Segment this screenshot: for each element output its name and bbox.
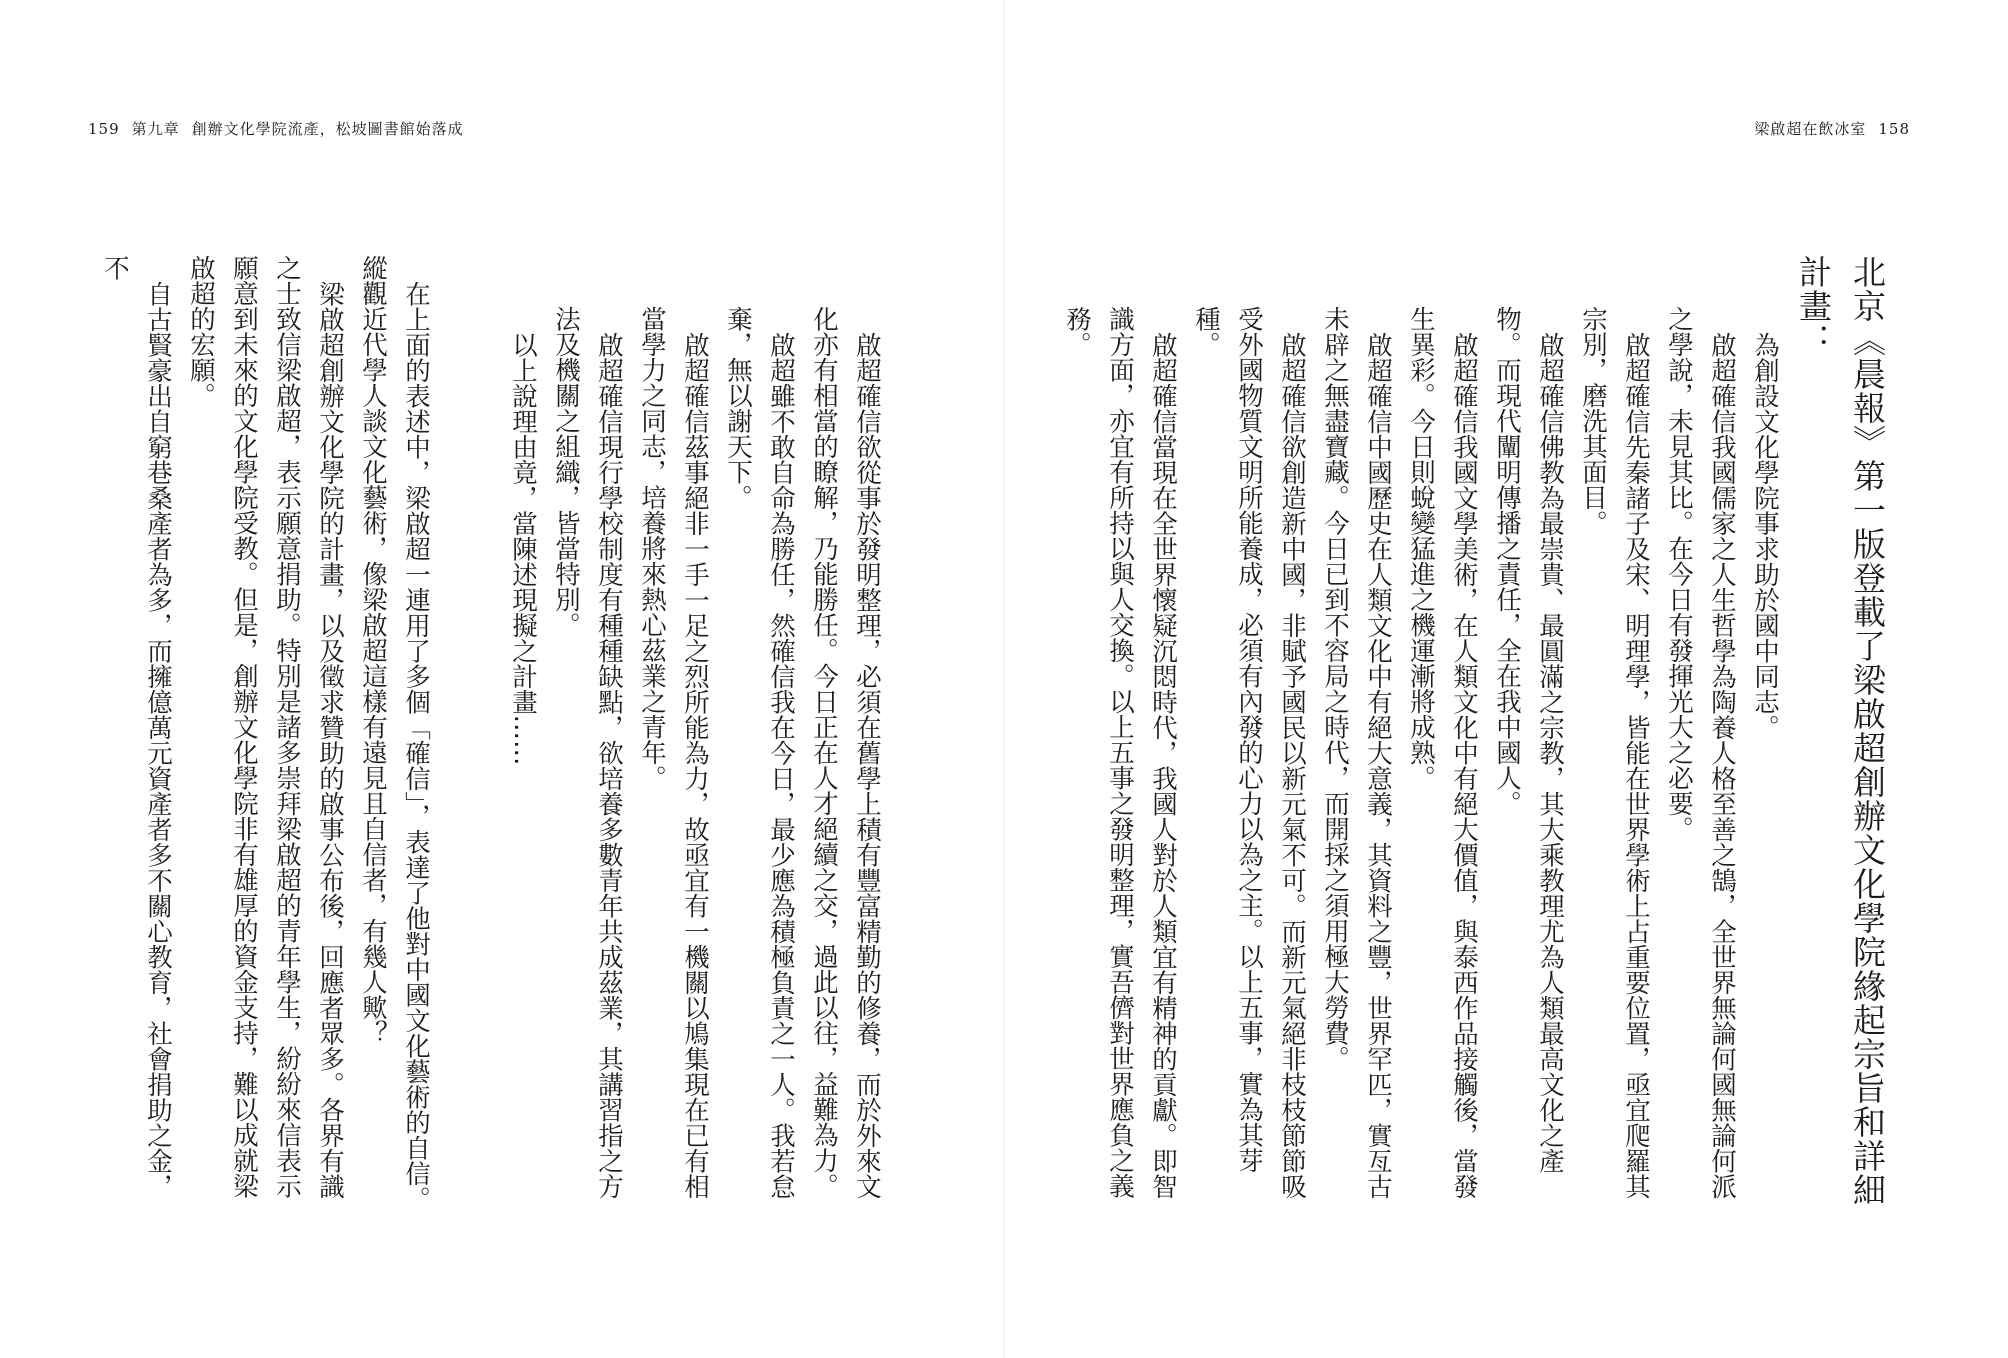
paragraph: 梁啟超創辦文化學院的計畫，以及徵求贊助的啟事公布後，回應者眾多。各界有識之士致信梁啟超，表示願意捐助。特別是諸多崇拜梁啟超的青年學生，紛紛來信表示願意到未來的文化學院受教。但是，創辦文化學院非有雄厚的資金支持，難以成就梁啟超的宏願。 (186, 255, 345, 1199)
paragraph: 為創設文化學院事求助於國中同志。 (1750, 331, 1780, 740)
left-running-header (88, 118, 464, 139)
paragraph: 啟超確信先秦諸子及宋、明理學，皆能在世界學術上占重要位置，亟宜爬羅其宗別，磨洗其面目。 (1578, 306, 1651, 1199)
paragraph: 啟超確信欲從事於發明整理，必須在舊學上積有豐富精勤的修養，而於外來文化亦有相當的瞭解，乃能勝任。今日正在人才絕續之交，過此以往，益難為力。 (809, 306, 882, 1199)
section-heading: 北京《晨報》第一版登載了梁啟超創辦文化學院緣起宗旨和詳細計畫： (1794, 255, 1887, 1207)
paragraph: 啟超雖不敢自命為勝任，然確信我在今日，最少應為積極負責之一人。我若怠棄，無以謝天下。 (723, 306, 796, 1199)
chapter-number: 第九章 (131, 120, 180, 138)
paragraph: 啟超確信中國歷史在人類文化中有絕大意義，其資料之豐，世界罕匹，實亙古未辟之無盡寶藏。今日已到不容局之時代，而開採之須用極大勞費。 (1320, 306, 1393, 1199)
left-page-number: 159 (88, 120, 120, 138)
right-body-text (1062, 255, 1894, 1215)
paragraph: 啟超確信當現在全世界懷疑沉悶時代，我國人對於人類宜有精神的貢獻。即智識方面，亦宜有所持以與人交換。以上五事之發明整理，實吾儕對世界應負之義務。 (1062, 306, 1178, 1199)
paragraph: 啟超確信欲創造新中國，非賦予國民以新元氣不可。而新元氣絕非枝枝節節吸受外國物質文明所能養成，必須有內發的心力以為之主。以上五事，實為其芽種。 (1191, 306, 1307, 1199)
chapter-title: 創辦文化學院流產，松坡圖書館始落成 (191, 120, 464, 138)
left-body-text (100, 255, 888, 1215)
paragraph: 啟超確信我國文學美術，在人類文化中有絕大價值，與泰西作品接觸後，當發生異彩。今日則蛻變猛進之機運漸將成熟。 (1406, 306, 1479, 1199)
paragraph: 以上說理由竟，當陳述現擬之計畫…… (508, 331, 538, 765)
paragraph: 啟超確信現行學校制度有種種缺點，欲培養多數青年共成茲業，其講習指之方法及機關之組織，皆當特別。 (551, 306, 624, 1199)
running-book-title: 梁啟超在飲冰室 (1754, 120, 1867, 138)
right-page (1004, 0, 2008, 1358)
right-running-header (1754, 118, 1922, 139)
paragraph: 啟超確信我國儒家之人生哲學為陶養人格至善之鵠，全世界無論何國無論何派之學說，未見其比。在今日有發揮光大之必要。 (1664, 306, 1737, 1199)
paragraph: 自古賢豪出自窮巷桑產者為多，而擁億萬元資產者多不關心教育，社會捐助之金，不 (100, 255, 173, 1199)
right-page-number: 158 (1878, 120, 1910, 138)
paragraph: 在上面的表述中，梁啟超一連用了多個「確信」，表達了他對中國文化藝術的自信。縱觀近代學人談文化藝術，像梁啟超這樣有遠見且自信者，有幾人歟？ (358, 255, 431, 1212)
paragraph: 啟超確信佛教為最崇貴、最圓滿之宗教，其大乘教理尤為人類最高文化之產物。而現代闡明傳播之責任，全在我中國人。 (1492, 306, 1565, 1173)
paragraph: 啟超確信茲事絕非一手一足之烈所能為力，故亟宜有一機關以鳩集現在已有相當學力之同志，培養將來熱心茲業之青年。 (637, 306, 710, 1199)
